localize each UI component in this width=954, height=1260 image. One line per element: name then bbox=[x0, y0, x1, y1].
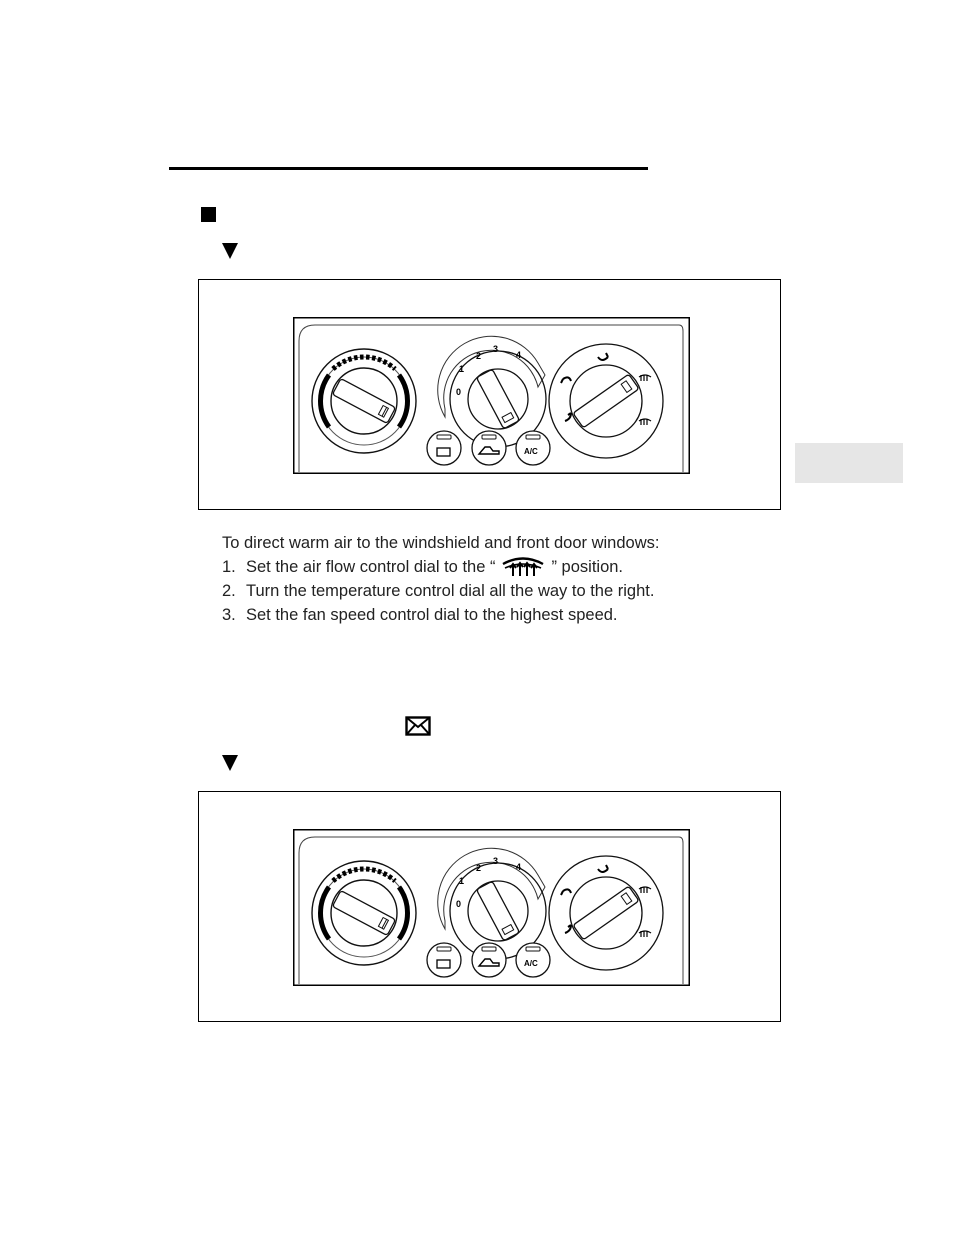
step-2-number: 2. bbox=[222, 582, 236, 600]
windshield-defrost-icon bbox=[501, 555, 545, 577]
triangle-marker-2 bbox=[222, 755, 238, 771]
fan-label-4: 4 bbox=[516, 862, 522, 872]
step-2-text: Turn the temperature control dial all the way to the right. bbox=[246, 582, 655, 600]
fan-label-1: 1 bbox=[459, 876, 465, 886]
triangle-marker-1 bbox=[222, 243, 238, 259]
fan-label-2: 2 bbox=[476, 863, 482, 873]
ac-button-label: A/C bbox=[524, 447, 538, 456]
figure-hvac-second bbox=[198, 791, 781, 1022]
section-square-bullet bbox=[201, 207, 216, 222]
step-2 bbox=[222, 579, 782, 603]
envelope-icon bbox=[405, 716, 431, 736]
fan-label-1: 1 bbox=[459, 364, 465, 374]
section-rule bbox=[169, 167, 648, 170]
fan-label-4: 4 bbox=[516, 350, 522, 360]
step-3 bbox=[222, 603, 782, 627]
instructions-intro: To direct warm air to the windshield and front door windows: bbox=[222, 534, 660, 552]
step-1-text-before: Set the air flow control dial to the “ bbox=[246, 558, 496, 576]
step-3-number: 3. bbox=[222, 606, 236, 624]
fan-label-3: 3 bbox=[493, 856, 499, 866]
instructions-text bbox=[222, 531, 782, 627]
hvac-control-panel-illustration-2 bbox=[293, 829, 690, 986]
step-3-text: Set the fan speed control dial to the highest speed. bbox=[246, 606, 618, 624]
fan-label-3: 3 bbox=[493, 344, 499, 354]
step-1-number: 1. bbox=[222, 558, 236, 576]
fan-label-0: 0 bbox=[456, 899, 462, 909]
chapter-side-tab bbox=[795, 443, 903, 483]
step-1-text-after: ” position. bbox=[551, 558, 624, 576]
fan-label-0: 0 bbox=[456, 387, 462, 397]
fan-label-2: 2 bbox=[476, 351, 482, 361]
hvac-control-panel-illustration bbox=[293, 317, 690, 474]
ac-button-label: A/C bbox=[524, 959, 538, 968]
figure-hvac-defrost bbox=[198, 279, 781, 510]
step-1 bbox=[222, 555, 782, 579]
